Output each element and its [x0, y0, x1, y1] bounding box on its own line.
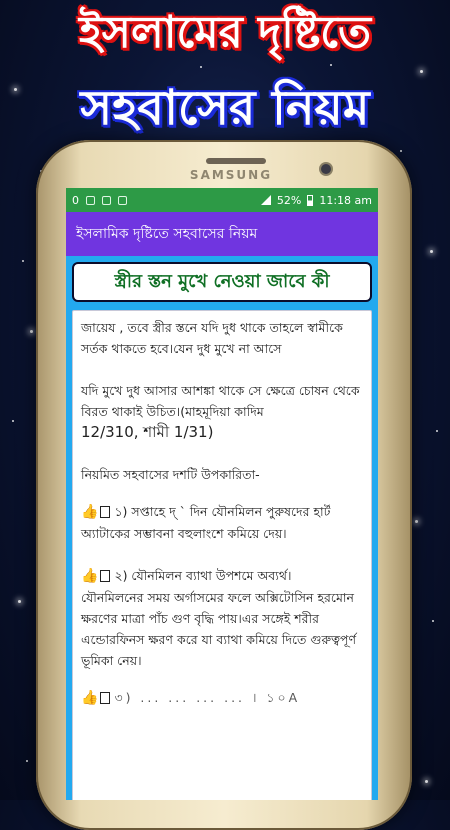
star [12, 420, 14, 422]
thumbs-up-icon: 👍 [81, 568, 99, 584]
list-item [81, 565, 363, 671]
battery-icon [307, 195, 313, 206]
app-toolbar [66, 212, 378, 256]
status-bar-notifications [72, 194, 127, 207]
star [425, 780, 428, 783]
phone-screen [66, 188, 378, 800]
star [200, 66, 202, 68]
star [400, 150, 402, 152]
signal-icon [261, 195, 271, 205]
article-body[interactable] [72, 310, 372, 800]
star [18, 600, 21, 603]
star [26, 760, 28, 762]
checkbox-icon [100, 506, 110, 518]
thumbs-up-icon: 👍 [81, 690, 99, 706]
benefits-heading: নিয়মিত সহবাসের দশটি উপকারিতা- [81, 467, 260, 482]
star [420, 70, 423, 73]
paragraph-1: জায়েয , তবে স্ত্রীর স্তনে যদি দুধ থাকে তাহলে স্বামীকে সর্তক থাকতে হবে।যেন দুধ মুখে না আসে [81, 320, 343, 356]
banner-title-line2: সহবাসের নিয়ম [80, 80, 370, 136]
star [330, 64, 332, 66]
status-left-text: 0 [72, 193, 79, 207]
list-item-partial [81, 687, 363, 709]
thumbs-up-icon: 👍 [81, 504, 99, 520]
star [415, 520, 418, 523]
status-bar [66, 188, 378, 212]
front-camera-icon [321, 164, 331, 174]
battery-percent: 52% [276, 193, 302, 207]
list-item-text: ৩) ... ... ... ... । ১০A [114, 690, 301, 705]
article-container [66, 256, 378, 800]
star [432, 620, 434, 622]
checkbox-icon [100, 570, 110, 582]
phone-brand-label: SAMSUNG [189, 168, 273, 182]
image-notification-icon [102, 196, 111, 205]
list-item [81, 501, 363, 544]
star [30, 330, 33, 333]
checkbox-icon [100, 692, 110, 704]
paragraph-2-reference: 12/310, শামী 1/31) [81, 423, 214, 441]
star [22, 260, 24, 262]
star [436, 430, 438, 432]
star [430, 250, 433, 253]
clock: 11:18 am [319, 193, 372, 207]
list-item-title: ২) যৌনমিলন ব্যাথা উপশমে অব্যর্থ। [114, 568, 292, 583]
article-heading-box [72, 262, 372, 302]
article-heading: স্ত্রীর স্তন মুখে নেওয়া জাবে কী [114, 270, 330, 292]
paragraph-2 [81, 380, 363, 443]
status-bar-system [261, 194, 372, 207]
notification-icon [86, 196, 95, 205]
list-item-text: ১) সপ্তাহে দ্ ` দিন যৌনমিলন পুরুষদের হার্ট অ্যাটাকের সম্ভাবনা বহুলাংশে কমিয়ে দেয়। [81, 504, 331, 541]
paragraph-2-text: যদি মুখে দুধ আসার আশঙ্কা থাকে সে ক্ষেত্রে চোষন থেকে বিরত থাকাই উচিত।(মাহমূদিয়া কাদিম [81, 383, 360, 419]
list-item-text: যৌনমিলনের সময় অর্গাসমের ফলে অক্সিটোসিন হরমোন ক্ষরণের মাত্রা পাঁচ গুণ বৃদ্ধি পায়।এর সঙ্গেই শরীর এন্ডোরফিনস ক্ষরণ করে যা ব্যাথা কমিয়ে দিতে গুরুত্বপূর্ণ ভূমিকা নেয়। [81, 590, 357, 668]
app-notification-icon [118, 196, 127, 205]
phone-speaker [206, 158, 266, 164]
banner-title-line1: ইসলামের দৃষ্টিতে [79, 7, 371, 58]
toolbar-title: ইসলামিক দৃষ্টিতে সহবাসের নিয়ম [76, 226, 258, 242]
